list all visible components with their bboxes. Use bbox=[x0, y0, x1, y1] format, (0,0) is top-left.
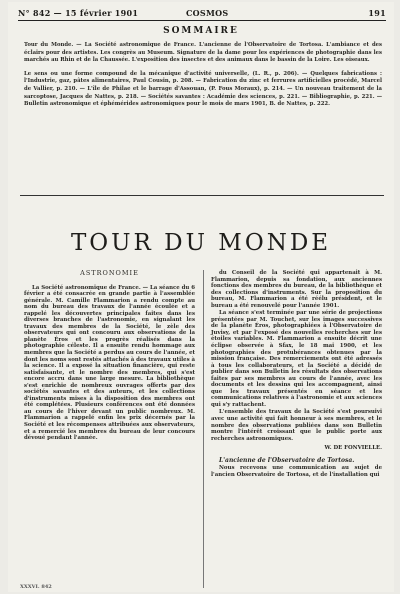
document-page bbox=[8, 2, 394, 592]
article-byline: W. DE FONVIELLE. bbox=[324, 445, 382, 452]
sommaire-title: SOMMAIRE bbox=[163, 26, 239, 36]
right-column bbox=[211, 270, 382, 479]
article-paragraph: du Conseil de la Société qui appartenait à M. Flammarion, depuis sa fondation, aux anciennes fonctions des membres du bureau, de la bibliothèque et des collections d'instruments. Sur la proposition du bureau, M. Flammarion a été réélu président, et le bureau a été renouvelé pour l'année 1901. bbox=[211, 270, 382, 309]
article-paragraph: L'ensemble des travaux de la Société s'est poursuivi avec une activité qui fait honneur à ses membres, et le nombre des observations publiées dans son Bulletin montre l'intérêt croissant que le public porte aux recherches astronomiques. bbox=[211, 409, 382, 442]
header-rule bbox=[18, 20, 386, 21]
issue-number-date: N° 842 — 15 février 1901 bbox=[18, 8, 139, 18]
page-number: 191 bbox=[368, 8, 386, 18]
article-paragraph: Nous recevons une communication au sujet de l'ancien Observatoire de Tortosa, et de l'installation qui bbox=[211, 465, 382, 478]
sommaire-paragraph: Le sens ou une forme compound de la mécanique d'activité universelle, (L. R., p. 206). — Quelques fabrications : l'Industrie, gaz, pâtes alimentaires, Paul Cousin, p. 208. — Fabrication du zinc et ferrures artificielles procédé, Marcel de Vallier, p. 210. — L'île de Philae et le barrage d'Assouan, (P. Fous Moraux), p. 214. — Un nouveau traitement de la sarcoptose, Jacques de Nattes, p. 218. — Sociétés savantes : Académie des sciences, p. 221. — Bibliographie, p. 221. — Bulletin astronomique et éphémérides astronomiques pour le mois de mars 1901, B. de Nattes, p. 222. bbox=[24, 70, 382, 108]
article-paragraph: La Société astronomique de France. — La séance du 6 février a été consacrée en grande partie à l'assemblée générale. M. Camille Flammarion a rendu compte au nom du bureau des travaux de l'année écoulée et a rappelé les découvertes principales faites dans les diverses branches de l'astronomie, en signalant les travaux des membres de la Société, le zèle des observateurs qui ont concouru aux observations de la planète Éros et les progrès réalisés dans la photographie céleste. Il a ensuite rendu hommage aux membres que la Société a perdus au cours de l'année, et dont les noms sont restés attachés à des travaux utiles à la science. Il a exposé la situation financière, qui reste satisfaisante, et le nombre des membres, qui s'est encore accru dans une large mesure. La bibliothèque s'est enrichie de nombreux ouvrages offerts par des sociétés savantes et des auteurs, et les collections d'instruments mises à la disposition des membres ont été complétées. Plusieurs conférences ont été données au cours de l'hiver devant un public nombreux. M. Flammarion a rappelé enfin les prix décernés par la Société et les récompenses attribuées aux observateurs, et a remercié les membres du bureau de leur concours dévoué pendant l'année. bbox=[24, 284, 196, 442]
section-divider bbox=[20, 195, 384, 196]
column-divider bbox=[203, 270, 204, 588]
left-column bbox=[24, 270, 195, 443]
sommaire-body bbox=[24, 42, 382, 115]
page-header bbox=[18, 8, 386, 20]
article-subheading: L'ancienne de l'Observatoire de Tortosa. bbox=[219, 456, 355, 464]
journal-name: COSMOS bbox=[186, 8, 229, 18]
page-footer: XXXVI. 842 bbox=[20, 584, 52, 590]
sommaire-paragraph: Tour du Monde. — La Société astronomique de France. L'ancienne de l'Observatoire de Tortosa. L'ambiance et des éclairs pour des artistes. Les congrès au Museum. Signature de la dame pour les expériences de photographie dans les marchés au Rhin et de la Chaussée. L'exposition des insectes et des animaux dans le bassin de la Loire. Les oiseaux. bbox=[24, 42, 382, 64]
article-paragraph: La séance s'est terminée par une série de projections présentées par M. Touchet, sur les images successives de la planète Éros, photographiées à l'Observatoire de Juvisy, et par l'exposé des nouvelles recherches sur les étoiles variables. M. Flammarion a ensuite décrit une éclipse observée à Sfax, le 18 mai 1900, et les photographies des protubérances obtenues par la mission française. Des remerciements ont été adressés à tous les collaborateurs, et la Société a décidé de publier dans son Bulletin les résultats des observations faites par ses membres au cours de l'année, avec les documents et les dessins qui les accompagnent, ainsi que les travaux présentés en séance et les communications relatives à l'astronomie et aux sciences qui s'y rattachent. bbox=[211, 310, 382, 408]
main-title: TOUR DU MONDE bbox=[70, 230, 332, 256]
section-heading: ASTRONOMIE bbox=[80, 269, 139, 277]
